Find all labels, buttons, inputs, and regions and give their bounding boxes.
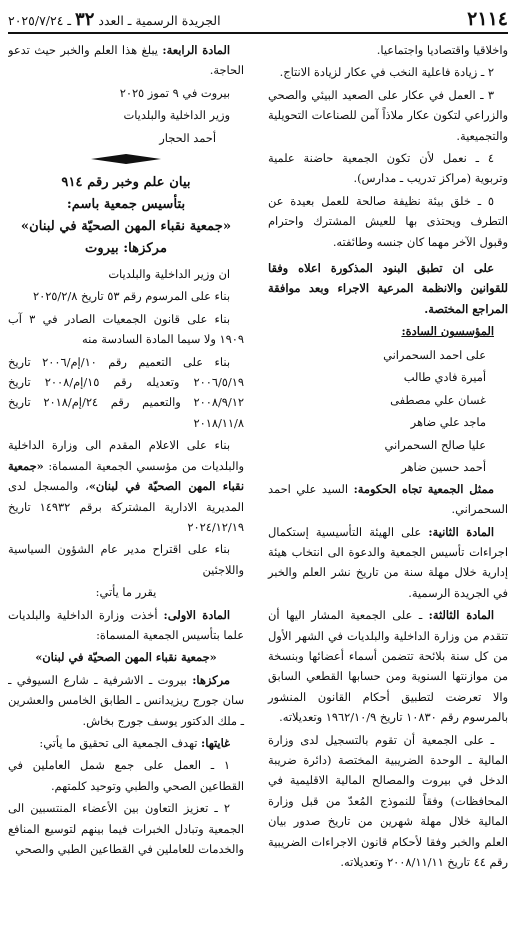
recital-notification: بناء على الاعلام المقدم الى وزارة الداخلية والبلديات من مؤسسي الجمعية المسماة: «جمعية نقباء المهن الصحيّة في لبنان»، والمسجل لدى المديرية الادارية المشتركة برقم ١٤٩٣٢ تاريخ ٢٠٢٤/١٢/١٩: [8, 438, 244, 534]
article-4: المادة الرابعة: يبلغ هذا العلم والخبر حيث تدعو الحاجة.: [8, 43, 244, 78]
page-number: ٢١١٤: [467, 8, 508, 30]
signature-title: وزير الداخلية والبلديات: [123, 108, 230, 123]
notice-title: بيان علم وخبر رقم ٩١٤: [61, 175, 191, 191]
recital-decree: بناء على المرسوم رقم ٥٣ تاريخ ٢٠٢٥/٢/٨: [32, 289, 230, 304]
goals-intro: غايتها: تهدف الجمعية الى تحقيق ما يأتي:: [39, 735, 230, 750]
founder-name: أميرة فادي طالب: [403, 370, 486, 385]
right-column: [262, 40, 508, 935]
tax-registration: ـ على الجمعية أن تقوم بالتسجيل لدى وزارة المالية ـ الوحدة الضريبية المختصة (دائرة ضريبة الدخل في بيروت والمصالح المالية الاقليمية في المحافظات) وفقاً للنموذج المُعدّ من قبل وزارة المالية خلال مهلة شهرين من تاريخ صدور بيان العلم والخبر وفقا لأحكام قانون الاجراءات الضريبية رقم ٤٤ تاريخ ٢٠٠٨/١١/١١ وتعديلاته.: [268, 732, 508, 869]
minister-intro: ان وزير الداخلية والبلديات: [108, 267, 230, 282]
recital-proposal: بناء على اقتراح مدير عام الشؤون السياسية واللاجئين: [8, 542, 244, 577]
goal-item-5: ٥ ـ خلق بيئة نظيفة صالحة للعمل بعيدة عن التطرف ويحتذى بها للعيش المشترك واحترام وقبول الآخر مهما كان جنسه وطائفته.: [268, 193, 508, 249]
founders-heading: المؤسسون السادة:: [401, 324, 494, 339]
issue-number: ٣٢: [75, 8, 95, 30]
signature-name: أحمد الحجار: [159, 130, 216, 145]
issue-date: ـ ٢٠٢٥/٧/٢٤: [8, 12, 72, 28]
decides-heading: يقرر ما يأتي:: [95, 585, 157, 600]
article-2: المادة الثانية: على الهيئة التأسيسية إستكمال اجراءات تأسيس الجمعية والدعوة الى انتخاب هيئة إدارية خلال مهلة سنة من تاريخ نشر العلم والخبر في الجريدة الرسمية.: [268, 524, 508, 600]
founder-name: عليا صالح السحمراني: [384, 437, 486, 452]
divider-ornament: [8, 154, 244, 164]
goal-item-2-left: ٢ ـ تعزيز التعاون بين الأعضاء المنتسبين الى الجمعية وتبادل الخبرات فيما بينهم لتوسيع المنافع والخدمات للعاملين في القطاعين الطبي والصحي: [8, 801, 244, 856]
recital-circulars: بناء على التعميم رقم ١٠/إم/٢٠٠٦ تاريخ ٢٠٠٦/٥/١٩ وتعديله رقم ١٥/إم/٢٠٠٨ تاريخ ٢٠٠٨/٩/١٢ والتعميم رقم ٢٤/إم/٢٠١٨ تاريخ ٢٠١٨/١١/٨: [8, 354, 245, 430]
goal-item-2: ٢ ـ زيادة فاعلية النخب في عكار لزيادة الانتاج.: [279, 65, 494, 80]
founder-name: ماجد علي ضاهر: [410, 415, 486, 430]
headquarters: مركزها: بيروت ـ الاشرفية ـ شارع السيوفي ـ سان جورج ريزيدانس ـ الطابق الخامس والعشرين ـ ملك الدكتور يوسف جورج بخاش.: [8, 672, 244, 728]
association-seat: مركزها: بيروت: [84, 241, 168, 257]
article-1: المادة الاولى: أخذت وزارة الداخلية والبلديات علما بتأسيس الجمعية المسماة:: [8, 607, 244, 642]
recital-law: بناء على قانون الجمعيات الصادر في ٣ آب ١٩٠٩ ولا سيما المادة السادسة منه: [8, 311, 244, 347]
founder-name: غسان علي مصطفى: [390, 392, 486, 407]
notice-subtitle: بتأسيس جمعية باسم:: [66, 197, 186, 213]
goal-item-4: ٤ ـ نعمل لأن تكون الجمعية حاضنة علمية وتربوية (مراكز تدريب ـ مدارس).: [268, 151, 508, 186]
page-header: [8, 6, 508, 34]
signature-place-date: بيروت في ٩ تموز ٢٠٢٥: [119, 85, 230, 100]
compliance-clause: على ان تطبق البنود المذكورة اعلاه وفقا للقوانين والانظمة المرعية الاجراء وبعد موافقة المراجع المختصة.: [268, 261, 508, 316]
continued-text: واخلاقيا واقتصاديا واجتماعيا.: [376, 43, 508, 57]
goal-item-1: ١ ـ العمل على جمع شمل العاملين في القطاعين الصحي والطبي وتوحيد كلمتهم.: [8, 758, 244, 793]
left-column: [8, 40, 254, 935]
association-name: «جمعية نقباء المهن الصحيّة في لبنان»: [20, 219, 232, 235]
government-representative: ممثل الجمعية تجاه الحكومة: السيد علي احمد السحمراني.: [268, 481, 508, 517]
founders-list: [268, 344, 508, 479]
founder-name: أحمد حسين ضاهر: [401, 460, 486, 475]
article-1-association-name: «جمعية نقباء المهن الصحيّة في لبنان»: [35, 650, 217, 665]
columns: [8, 40, 508, 935]
founder-name: على احمد السحمراني: [383, 347, 486, 362]
running-header: [8, 9, 221, 30]
gazette-title: الجريدة الرسمية ـ العدد: [98, 12, 221, 28]
article-3: المادة الثالثة: ـ على الجمعية المشار اليها أن تتقدم من وزارة الداخلية والبلديات في الشهر الأول من كل سنة بلائحة تتضمن أسماء أعضائها وبنسخة من موازنتها السنوية ومن حسابها القطعي السابق والا تعرضت لتطبيق أحكام القانون المنشور بالمرسوم رقم ١٠٨٣٠ تاريخ ١٩٦٢/١٠/٩ وتعديلاته.: [268, 608, 508, 725]
diamond-divider-icon: [91, 154, 161, 164]
goal-item-3: ٣ ـ العمل في عكار على الصعيد البيئي والصحي والزراعي لتكون عكار ملاذاً آمن للصناعات التحويلية والتجميعية.: [268, 87, 508, 143]
